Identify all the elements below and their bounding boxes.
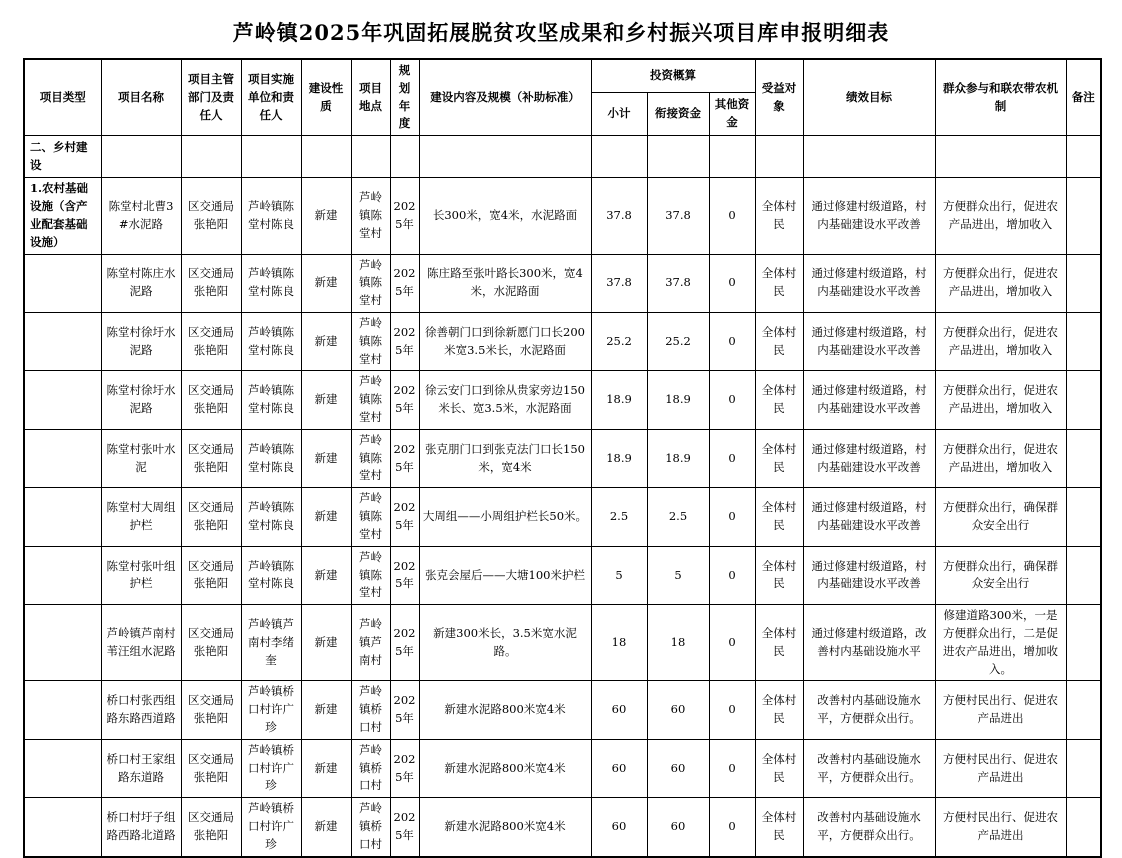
cell-location [351, 136, 390, 178]
cell-dept: 区交通局张艳阳 [181, 488, 241, 546]
table-row [24, 254, 1101, 312]
header-beneficiary: 受益对象 [755, 59, 803, 136]
cell-impl: 芦岭镇陈堂村陈良 [241, 371, 301, 429]
cell-dept: 区交通局张艳阳 [181, 798, 241, 857]
cell-remark [1066, 739, 1101, 797]
cell-location: 芦岭镇陈堂村 [351, 429, 390, 487]
cell-beneficiary: 全体村民 [755, 488, 803, 546]
cell-participation [935, 136, 1066, 178]
cell-impl: 芦岭镇陈堂村陈良 [241, 254, 301, 312]
cell-nature [301, 136, 351, 178]
cell-impl: 芦岭镇陈堂村陈良 [241, 429, 301, 487]
cell-remark [1066, 605, 1101, 681]
table-row [24, 739, 1101, 797]
cell-impl: 芦岭镇桥口村许广珍 [241, 739, 301, 797]
cell-participation: 方便村民出行、促进农产品进出 [935, 739, 1066, 797]
table-row [24, 605, 1101, 681]
cell-impl [241, 136, 301, 178]
cell-impl: 芦岭镇芦南村李绪奎 [241, 605, 301, 681]
cell-participation: 方便群众出行，促进农产品进出，增加收入 [935, 312, 1066, 370]
cell-type [24, 739, 101, 797]
cell-performance: 通过修建村级道路，村内基础建设水平改善 [803, 178, 935, 254]
cell-remark [1066, 178, 1101, 254]
cell-participation: 方便群众出行，确保群众安全出行 [935, 488, 1066, 546]
cell-name [101, 136, 181, 178]
cell-nature: 新建 [301, 546, 351, 604]
table-row [24, 371, 1101, 429]
header-row-1 [24, 59, 1101, 93]
cell-link: 25.2 [647, 312, 709, 370]
header-link-funds: 衔接资金 [647, 93, 709, 136]
cell-nature: 新建 [301, 312, 351, 370]
cell-content: 新建水泥路800米宽4米 [419, 798, 591, 857]
cell-impl: 芦岭镇陈堂村陈良 [241, 178, 301, 254]
table-row [24, 488, 1101, 546]
cell-year: 2025年 [390, 254, 419, 312]
cell-subtotal: 60 [591, 739, 647, 797]
cell-location: 芦岭镇陈堂村 [351, 312, 390, 370]
cell-beneficiary: 全体村民 [755, 429, 803, 487]
cell-performance: 通过修建村级道路，村内基础建设水平改善 [803, 488, 935, 546]
header-project-type: 项目类型 [24, 59, 101, 136]
cell-performance: 通过修建村级道路，村内基础建设水平改善 [803, 312, 935, 370]
header-content: 建设内容及规模（补助标准） [419, 59, 591, 136]
cell-location: 芦岭镇芦南村 [351, 605, 390, 681]
cell-type [24, 798, 101, 857]
cell-link: 2.5 [647, 488, 709, 546]
cell-link: 37.8 [647, 254, 709, 312]
table-row [24, 429, 1101, 487]
cell-beneficiary: 全体村民 [755, 178, 803, 254]
header-year: 规划年度 [390, 59, 419, 136]
cell-other: 0 [709, 488, 755, 546]
cell-link: 5 [647, 546, 709, 604]
cell-other: 0 [709, 178, 755, 254]
cell-name: 桥口村王家组路东道路 [101, 739, 181, 797]
cell-remark [1066, 136, 1101, 178]
table-row [24, 681, 1101, 739]
cell-beneficiary: 全体村民 [755, 605, 803, 681]
cell-location: 芦岭镇陈堂村 [351, 178, 390, 254]
cell-subtotal: 37.8 [591, 254, 647, 312]
cell-remark [1066, 488, 1101, 546]
cell-other: 0 [709, 798, 755, 857]
cell-subtotal: 5 [591, 546, 647, 604]
cell-dept [181, 136, 241, 178]
table-body [24, 136, 1101, 857]
cell-other [709, 136, 755, 178]
cell-link: 37.8 [647, 178, 709, 254]
header-project-name: 项目名称 [101, 59, 181, 136]
cell-name: 陈堂村陈庄水泥路 [101, 254, 181, 312]
cell-remark [1066, 254, 1101, 312]
cell-remark [1066, 546, 1101, 604]
cell-participation: 方便村民出行、促进农产品进出 [935, 798, 1066, 857]
cell-remark [1066, 312, 1101, 370]
cell-type [24, 429, 101, 487]
cell-year: 2025年 [390, 178, 419, 254]
header-impl: 项目实施单位和责任人 [241, 59, 301, 136]
header-subtotal: 小计 [591, 93, 647, 136]
cell-content: 张克朋门口到张克法门口长150米，宽4米 [419, 429, 591, 487]
cell-impl: 芦岭镇陈堂村陈良 [241, 312, 301, 370]
cell-other: 0 [709, 605, 755, 681]
cell-link: 18.9 [647, 429, 709, 487]
cell-remark [1066, 429, 1101, 487]
cell-content: 徐善朝门口到徐新愿门口长200米宽3.5米长，水泥路面 [419, 312, 591, 370]
cell-content: 大周组——小周组护栏长50米。 [419, 488, 591, 546]
cell-other: 0 [709, 371, 755, 429]
table-row [24, 546, 1101, 604]
cell-location: 芦岭镇陈堂村 [351, 546, 390, 604]
cell-performance: 通过修建村级道路，村内基础建设水平改善 [803, 429, 935, 487]
header-performance: 绩效目标 [803, 59, 935, 136]
header-investment: 投资概算 [591, 59, 755, 93]
cell-content: 徐云安门口到徐从贵家旁边150米长、宽3.5米，水泥路面 [419, 371, 591, 429]
cell-year: 2025年 [390, 798, 419, 857]
cell-dept: 区交通局张艳阳 [181, 681, 241, 739]
cell-year: 2025年 [390, 312, 419, 370]
cell-type: 1.农村基础设施（含产业配套基础设施） [24, 178, 101, 254]
cell-beneficiary: 全体村民 [755, 798, 803, 857]
cell-participation: 方便群众出行，促进农产品进出，增加收入 [935, 254, 1066, 312]
cell-remark [1066, 681, 1101, 739]
cell-dept: 区交通局张艳阳 [181, 254, 241, 312]
cell-name: 芦岭镇芦南村苇汪组水泥路 [101, 605, 181, 681]
cell-participation: 方便村民出行、促进农产品进出 [935, 681, 1066, 739]
header-nature: 建设性质 [301, 59, 351, 136]
cell-remark [1066, 371, 1101, 429]
header-remark: 备注 [1066, 59, 1101, 136]
cell-dept: 区交通局张艳阳 [181, 429, 241, 487]
table-row [24, 312, 1101, 370]
cell-other: 0 [709, 312, 755, 370]
cell-impl: 芦岭镇桥口村许广珍 [241, 681, 301, 739]
cell-link [647, 136, 709, 178]
cell-subtotal: 25.2 [591, 312, 647, 370]
cell-impl: 芦岭镇陈堂村陈良 [241, 546, 301, 604]
cell-dept: 区交通局张艳阳 [181, 312, 241, 370]
cell-type [24, 488, 101, 546]
cell-location: 芦岭镇陈堂村 [351, 488, 390, 546]
cell-beneficiary: 全体村民 [755, 546, 803, 604]
header-other-funds: 其他资金 [709, 93, 755, 136]
cell-year: 2025年 [390, 371, 419, 429]
cell-beneficiary: 全体村民 [755, 254, 803, 312]
cell-location: 芦岭镇桥口村 [351, 681, 390, 739]
cell-subtotal [591, 136, 647, 178]
cell-dept: 区交通局张艳阳 [181, 371, 241, 429]
cell-location: 芦岭镇桥口村 [351, 739, 390, 797]
cell-subtotal: 2.5 [591, 488, 647, 546]
cell-beneficiary: 全体村民 [755, 312, 803, 370]
cell-beneficiary: 全体村民 [755, 371, 803, 429]
cell-year: 2025年 [390, 605, 419, 681]
cell-performance: 通过修建村级道路，村内基础建设水平改善 [803, 546, 935, 604]
cell-beneficiary: 全体村民 [755, 681, 803, 739]
cell-subtotal: 18.9 [591, 371, 647, 429]
cell-dept: 区交通局张艳阳 [181, 546, 241, 604]
cell-participation: 方便群众出行，促进农产品进出，增加收入 [935, 429, 1066, 487]
cell-type [24, 254, 101, 312]
cell-impl: 芦岭镇陈堂村陈良 [241, 488, 301, 546]
cell-nature: 新建 [301, 178, 351, 254]
cell-participation: 修建道路300米，一是方便群众出行，二是促进农产品进出，增加收入。 [935, 605, 1066, 681]
cell-participation: 方便群众出行，确保群众安全出行 [935, 546, 1066, 604]
cell-name: 桥口村圩子组路西路北道路 [101, 798, 181, 857]
cell-performance: 改善村内基础设施水平，方便群众出行。 [803, 681, 935, 739]
cell-nature: 新建 [301, 429, 351, 487]
cell-content: 新建水泥路800米宽4米 [419, 681, 591, 739]
cell-performance: 改善村内基础设施水平，方便群众出行。 [803, 798, 935, 857]
cell-nature: 新建 [301, 371, 351, 429]
cell-link: 18 [647, 605, 709, 681]
cell-year: 2025年 [390, 429, 419, 487]
cell-performance: 通过修建村级道路，村内基础建设水平改善 [803, 371, 935, 429]
cell-link: 60 [647, 798, 709, 857]
cell-nature: 新建 [301, 739, 351, 797]
cell-year [390, 136, 419, 178]
cell-year: 2025年 [390, 739, 419, 797]
cell-other: 0 [709, 429, 755, 487]
cell-subtotal: 18 [591, 605, 647, 681]
cell-performance [803, 136, 935, 178]
cell-content: 陈庄路至张叶路长300米，宽4米，水泥路面 [419, 254, 591, 312]
cell-type [24, 312, 101, 370]
cell-participation: 方便群众出行，促进农产品进出，增加收入 [935, 371, 1066, 429]
cell-dept: 区交通局张艳阳 [181, 178, 241, 254]
cell-subtotal: 18.9 [591, 429, 647, 487]
cell-content: 新建300米长，3.5米宽水泥路。 [419, 605, 591, 681]
cell-name: 桥口村张西组路东路西道路 [101, 681, 181, 739]
cell-location: 芦岭镇桥口村 [351, 798, 390, 857]
cell-participation: 方便群众出行，促进农产品进出，增加收入 [935, 178, 1066, 254]
cell-location: 芦岭镇陈堂村 [351, 254, 390, 312]
cell-link: 18.9 [647, 371, 709, 429]
cell-link: 60 [647, 739, 709, 797]
cell-subtotal: 37.8 [591, 178, 647, 254]
cell-name: 陈堂村北曹3#水泥路 [101, 178, 181, 254]
table-header [24, 59, 1101, 136]
cell-link: 60 [647, 681, 709, 739]
header-location: 项目地点 [351, 59, 390, 136]
cell-subtotal: 60 [591, 681, 647, 739]
cell-performance: 通过修建村级道路，村内基础建设水平改善 [803, 254, 935, 312]
cell-nature: 新建 [301, 681, 351, 739]
cell-nature: 新建 [301, 798, 351, 857]
cell-year: 2025年 [390, 546, 419, 604]
cell-year: 2025年 [390, 488, 419, 546]
cell-name: 陈堂村张叶水泥 [101, 429, 181, 487]
cell-nature: 新建 [301, 254, 351, 312]
cell-remark [1066, 798, 1101, 857]
cell-other: 0 [709, 254, 755, 312]
table-row [24, 178, 1101, 254]
cell-content: 张克会屋后——大塘100米护栏 [419, 546, 591, 604]
section-row [24, 136, 1101, 178]
cell-year: 2025年 [390, 681, 419, 739]
cell-performance: 通过修建村级道路，改善村内基础设施水平 [803, 605, 935, 681]
cell-other: 0 [709, 546, 755, 604]
cell-content [419, 136, 591, 178]
table-row [24, 798, 1101, 857]
header-dept: 项目主管部门及责任人 [181, 59, 241, 136]
cell-type [24, 371, 101, 429]
cell-name: 陈堂村张叶组护栏 [101, 546, 181, 604]
cell-impl: 芦岭镇桥口村许广珍 [241, 798, 301, 857]
cell-type: 二、乡村建设 [24, 136, 101, 178]
cell-other: 0 [709, 739, 755, 797]
cell-dept: 区交通局张艳阳 [181, 739, 241, 797]
cell-location: 芦岭镇陈堂村 [351, 371, 390, 429]
cell-type [24, 605, 101, 681]
cell-name: 陈堂村大周组护栏 [101, 488, 181, 546]
cell-beneficiary [755, 136, 803, 178]
cell-beneficiary: 全体村民 [755, 739, 803, 797]
page-title: 芦岭镇2025年巩固拓展脱贫攻坚成果和乡村振兴项目库申报明细表 [232, 20, 890, 45]
cell-performance: 改善村内基础设施水平，方便群众出行。 [803, 739, 935, 797]
cell-subtotal: 60 [591, 798, 647, 857]
cell-other: 0 [709, 681, 755, 739]
header-participation: 群众参与和联农带农机制 [935, 59, 1066, 136]
cell-content: 长300米，宽4米，水泥路面 [419, 178, 591, 254]
cell-name: 陈堂村徐圩水泥路 [101, 371, 181, 429]
cell-name: 陈堂村徐圩水泥路 [101, 312, 181, 370]
cell-type [24, 681, 101, 739]
cell-nature: 新建 [301, 605, 351, 681]
project-detail-table [23, 58, 1102, 858]
cell-type [24, 546, 101, 604]
cell-content: 新建水泥路800米宽4米 [419, 739, 591, 797]
cell-dept: 区交通局张艳阳 [181, 605, 241, 681]
cell-nature: 新建 [301, 488, 351, 546]
